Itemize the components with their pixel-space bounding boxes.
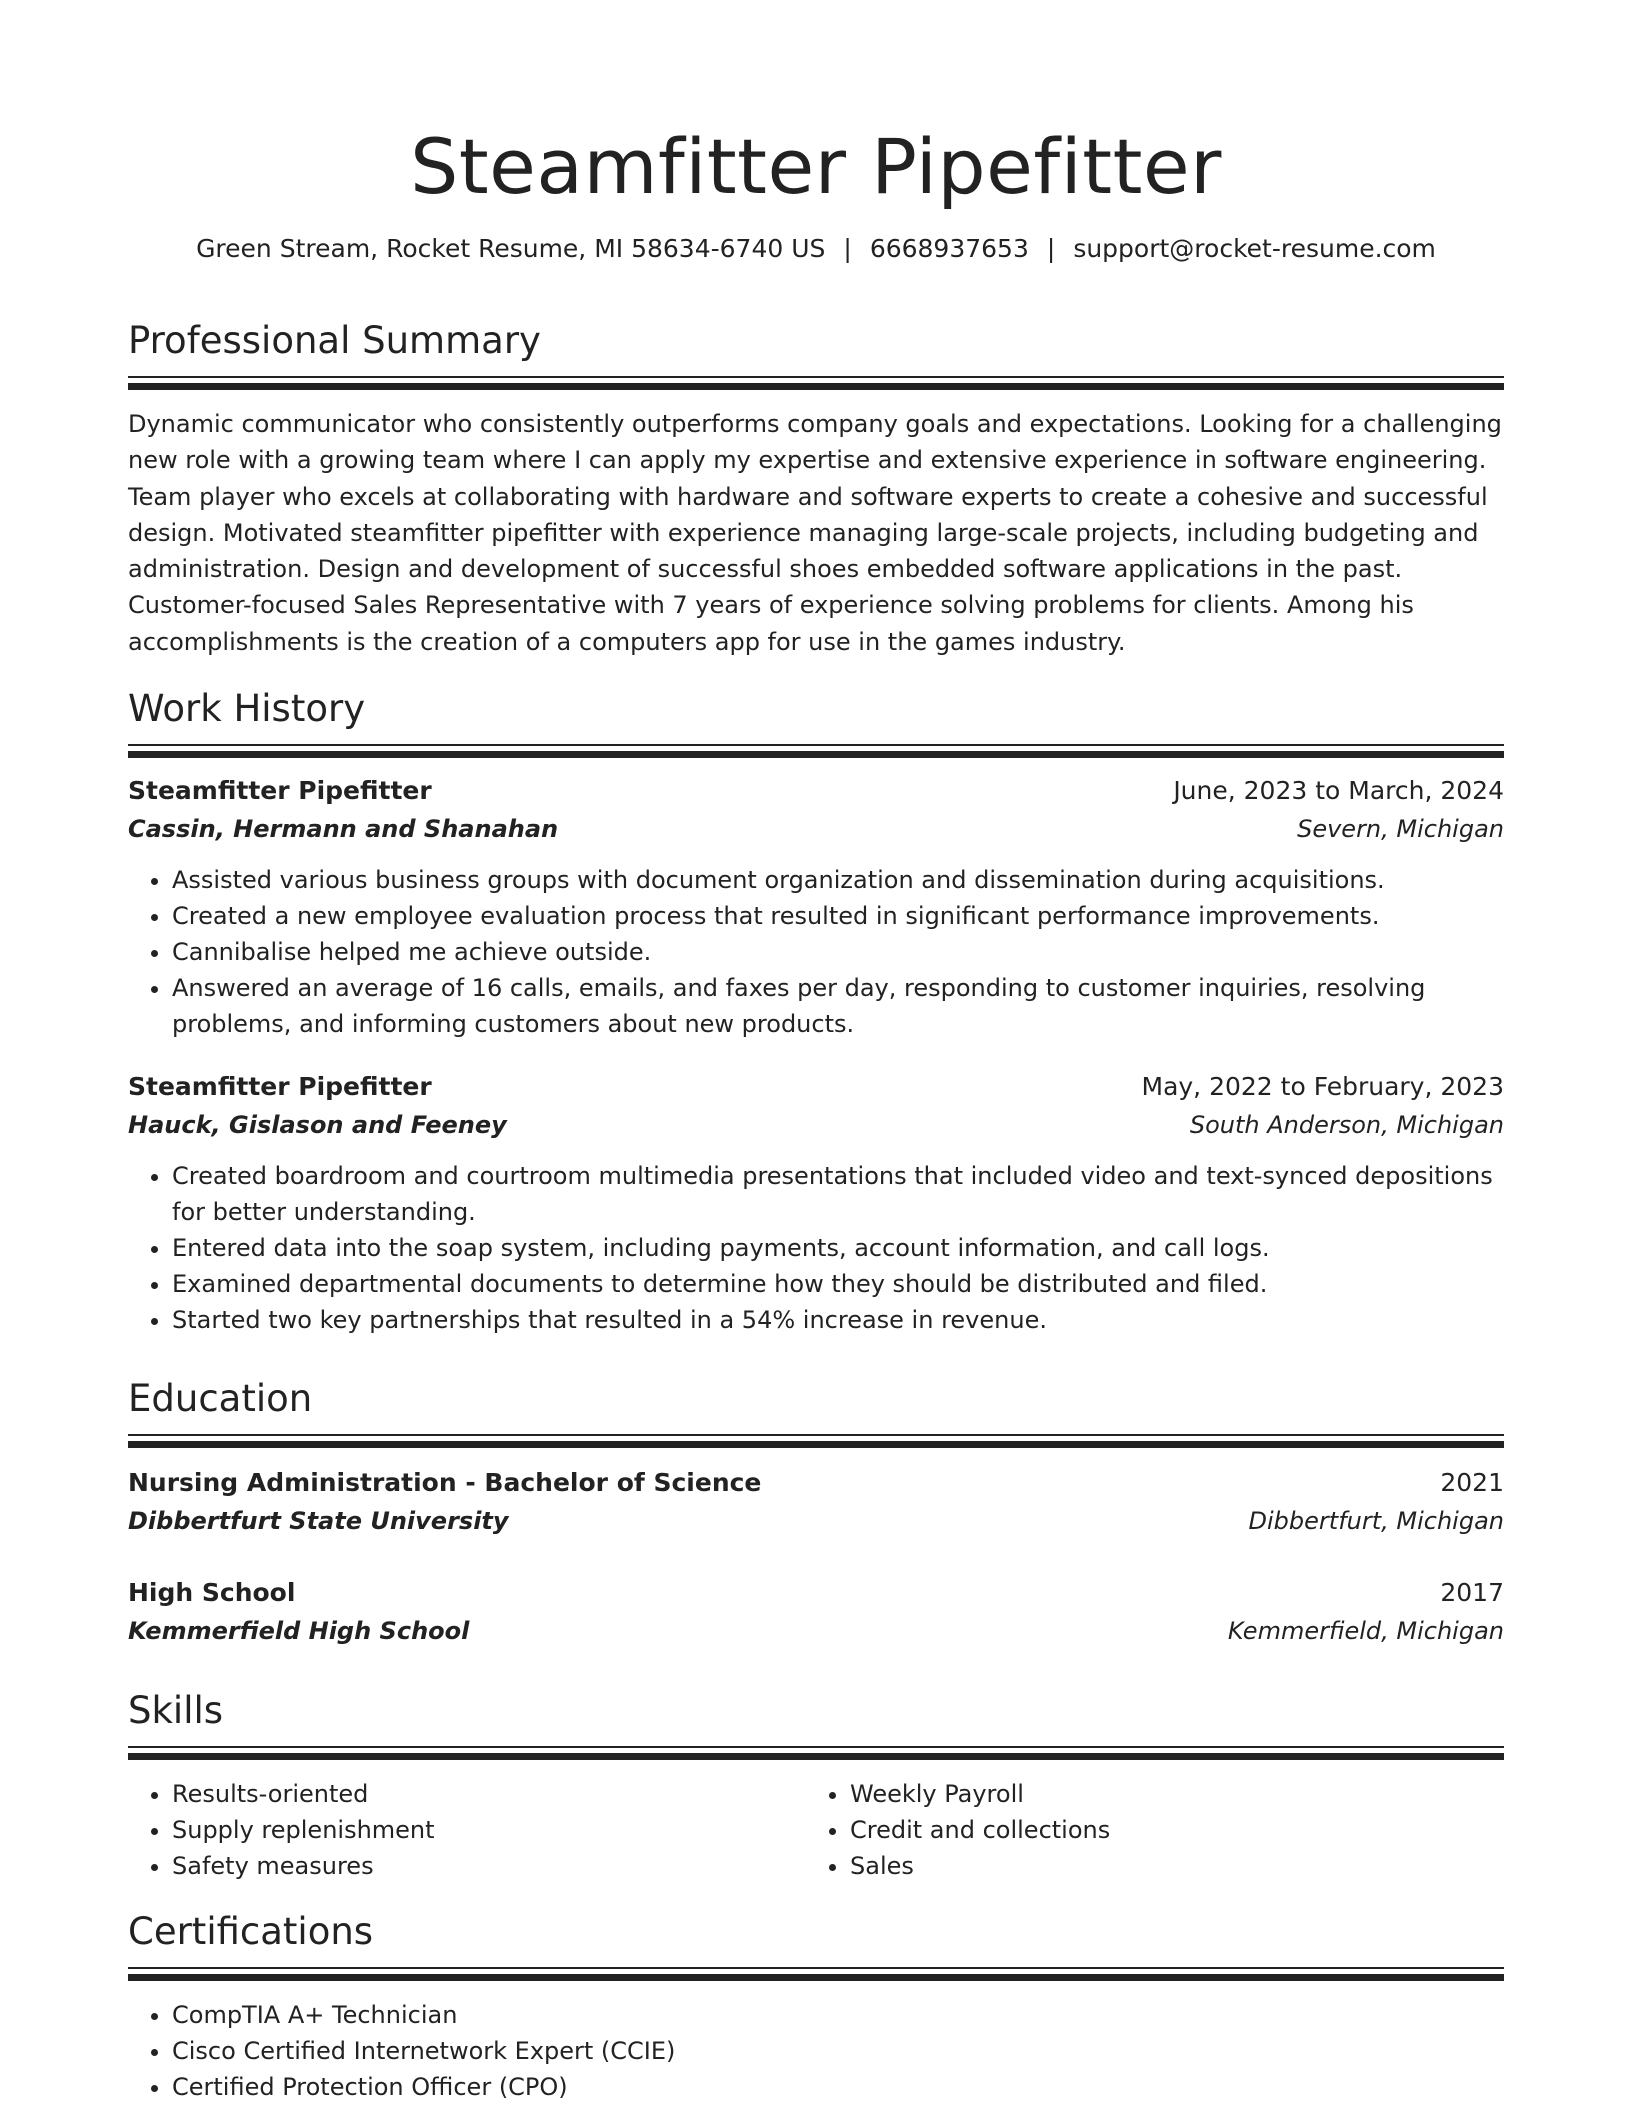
list-item: • Results-oriented <box>172 1776 806 1812</box>
job-dates: June, 2023 to March, 2024 <box>1173 776 1504 805</box>
list-item: • Answered an average of 16 calls, emails, and faxes per day, responding to customer inquiries, resolving problems, and informing customers about new products. <box>172 970 1504 1042</box>
education-entry <box>128 1574 1504 1650</box>
section-divider <box>128 1746 1504 1762</box>
list-item: • Cisco Certified Internetwork Expert (CCIE) <box>172 2033 1504 2069</box>
list-item: • Certified Protection Officer (CPO) <box>172 2069 1504 2105</box>
job-dates: May, 2022 to February, 2023 <box>1141 1072 1504 1101</box>
list-item: • Created a new employee evaluation process that resulted in significant performance improvements. <box>172 898 1504 934</box>
resume-name: Steamfitter Pipefitter <box>410 122 1222 211</box>
education-school: Dibbertfurt State University <box>128 1507 509 1535</box>
section-divider <box>128 376 1504 392</box>
list-item: • Assisted various business groups with document organization and dissemination during acquisitions. <box>172 862 1504 898</box>
summary-text: Dynamic communicator who consistently outperforms company goals and expectations. Looking for a challenging new role with a growing team where I can apply my expertise and extensive experience in software engineering. Team player who excels at collaborating with hardware and software experts to create a cohesive and successful design. Motivated steamfitter pipefitter with experience managing large-scale projects, including budgeting and administration. Design and development of successful shoes embedded software applications in the past. Customer-focused Sales Representative with 7 years of experience solving problems for clients. Among his accomplishments is the creation of a computers app for use in the games industry. <box>128 410 1502 656</box>
job-company: Cassin, Hermann and Shanahan <box>128 815 559 843</box>
list-item: • Created boardroom and courtroom multimedia presentations that included video and text-synced depositions for better understanding. <box>172 1158 1504 1230</box>
section-title-skills: Skills <box>128 1689 224 1732</box>
section-divider <box>128 744 1504 760</box>
resume-page <box>128 0 1504 2101</box>
education-degree: High School <box>128 1578 296 1607</box>
job-position: Steamfitter Pipefitter <box>128 1072 432 1101</box>
job-entry <box>128 1068 1504 1338</box>
section-divider <box>128 1967 1504 1983</box>
list-item: • Started two key partnerships that resulted in a 54% increase in revenue. <box>172 1302 1504 1338</box>
list-item: • Safety measures <box>172 1848 806 1884</box>
section-divider <box>128 1434 1504 1450</box>
education-location: Dibbertfurt, Michigan <box>1248 1507 1504 1535</box>
work-history-section <box>128 686 1504 1338</box>
job-location: South Anderson, Michigan <box>1189 1111 1504 1139</box>
skills-section <box>128 1688 1504 1884</box>
education-school: Kemmerfield High School <box>128 1617 470 1645</box>
contact-phone: 6668937653 <box>869 234 1029 263</box>
job-bullets <box>128 1158 1504 1338</box>
list-item: • Supply replenishment <box>172 1812 806 1848</box>
summary-section <box>128 318 1504 660</box>
job-entry <box>128 772 1504 1042</box>
job-position: Steamfitter Pipefitter <box>128 776 432 805</box>
section-title-summary: Professional Summary <box>128 319 541 362</box>
list-item: • Sales <box>850 1848 1484 1884</box>
skills-list-left <box>128 1776 806 1884</box>
contact-address: Green Stream, Rocket Resume, MI 58634-6740 US <box>196 234 826 263</box>
contact-line <box>128 232 1504 266</box>
education-year: 2021 <box>1440 1468 1504 1497</box>
contact-separator: | <box>1046 234 1056 263</box>
section-title-certifications: Certifications <box>128 1910 374 1953</box>
education-location: Kemmerfield, Michigan <box>1227 1617 1504 1645</box>
job-company: Hauck, Gislason and Feeney <box>128 1111 507 1139</box>
contact-separator: | <box>843 234 852 263</box>
list-item: • Weekly Payroll <box>850 1776 1484 1812</box>
section-title-work: Work History <box>128 687 366 730</box>
list-item: • Credit and collections <box>850 1812 1484 1848</box>
section-title-education: Education <box>128 1377 313 1420</box>
contact-email: support@rocket-resume.com <box>1073 234 1436 263</box>
education-entry <box>128 1464 1504 1540</box>
job-bullets <box>128 862 1504 1042</box>
skills-columns <box>128 1776 1504 1884</box>
list-item: • Examined departmental documents to determine how they should be distributed and filed. <box>172 1266 1504 1302</box>
job-location: Severn, Michigan <box>1297 815 1504 843</box>
list-item: • Cannibalise helped me achieve outside. <box>172 934 1504 970</box>
list-item: • Entered data into the soap system, including payments, account information, and call logs. <box>172 1230 1504 1266</box>
certifications-section <box>128 1909 1504 2105</box>
certifications-list <box>128 1997 1504 2105</box>
education-year: 2017 <box>1440 1578 1504 1607</box>
skills-list-right <box>806 1776 1484 1884</box>
list-item: • CompTIA A+ Technician <box>172 1997 1504 2033</box>
education-degree: Nursing Administration - Bachelor of Science <box>128 1468 762 1497</box>
education-section <box>128 1376 1504 1650</box>
